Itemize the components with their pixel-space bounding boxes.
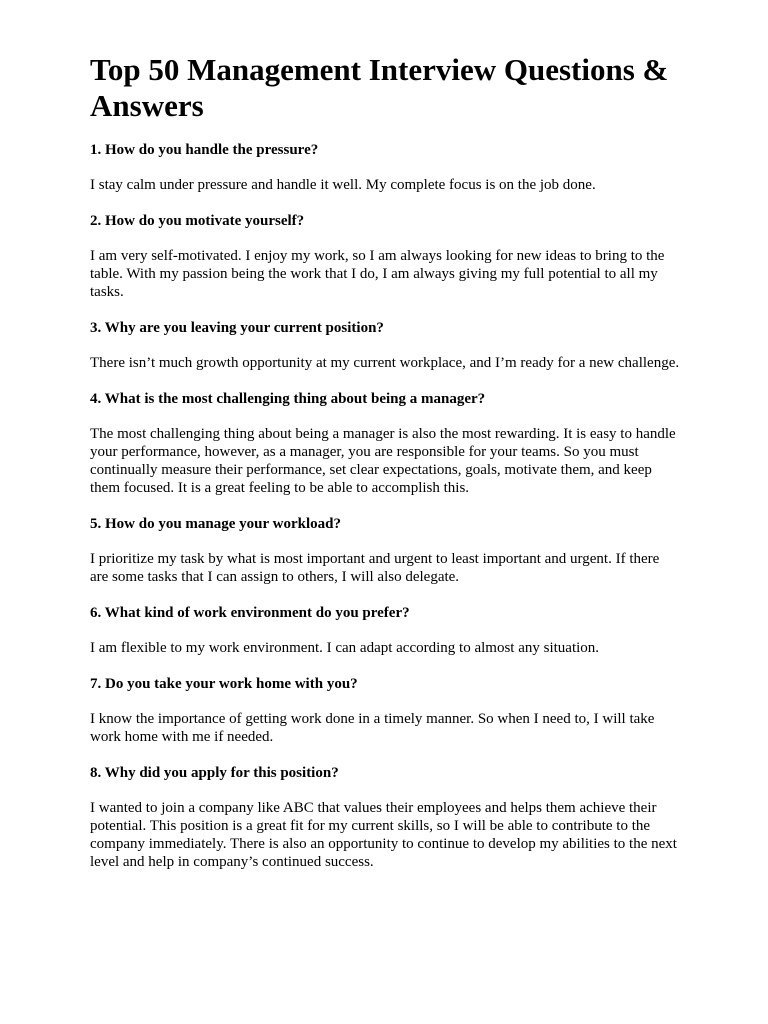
answer-1: I stay calm under pressure and handle it well. My complete focus is on the job done. <box>90 177 596 193</box>
qa-item-4 <box>90 390 680 497</box>
answer-6: I am flexible to my work environment. I can adapt according to almost any situation. <box>90 640 600 656</box>
answer-4: The most challenging thing about being a manager is also the most rewarding. It is easy to handle your performance, however, as a manager, you are responsible for your teams. So you must continually measure their performance, set clear expectations, goals, motivate them, and keep them focused. It is a great feeling to be able to accomplish this. <box>90 426 676 496</box>
qa-item-8 <box>90 764 680 871</box>
document-page <box>90 52 680 889</box>
question-2: 2. How do you motivate yourself? <box>90 213 305 229</box>
answer-7: I know the importance of getting work done in a timely manner. So when I need to, I will take work home with me if needed. <box>90 711 655 745</box>
question-8: 8. Why did you apply for this position? <box>90 765 339 781</box>
qa-item-1 <box>90 141 680 194</box>
question-3: 3. Why are you leaving your current position? <box>90 320 384 336</box>
document-title: Top 50 Management Interview Questions & Answers <box>90 52 669 123</box>
question-5: 5. How do you manage your workload? <box>90 516 342 532</box>
answer-2: I am very self-motivated. I enjoy my work, so I am always looking for new ideas to bring to the table. With my passion being the work that I do, I am always giving my full potential to all my tasks. <box>90 248 665 300</box>
qa-item-7 <box>90 675 680 746</box>
qa-item-2 <box>90 212 680 301</box>
qa-item-3 <box>90 319 680 372</box>
qa-item-5 <box>90 515 680 586</box>
answer-3: There isn’t much growth opportunity at my current workplace, and I’m ready for a new challenge. <box>90 355 680 371</box>
question-1: 1. How do you handle the pressure? <box>90 142 319 158</box>
answer-8: I wanted to join a company like ABC that values their employees and helps them achieve their potential. This position is a great fit for my current skills, so I will be able to contribute to the company immediately. There is also an opportunity to continue to develop my abilities to the next level and help in company’s continued success. <box>90 800 677 870</box>
question-6: 6. What kind of work environment do you prefer? <box>90 605 410 621</box>
qa-item-6 <box>90 604 680 657</box>
answer-5: I prioritize my task by what is most important and urgent to least important and urgent. If there are some tasks that I can assign to others, I will also delegate. <box>90 551 660 585</box>
question-7: 7. Do you take your work home with you? <box>90 676 358 692</box>
question-4: 4. What is the most challenging thing about being a manager? <box>90 391 486 407</box>
